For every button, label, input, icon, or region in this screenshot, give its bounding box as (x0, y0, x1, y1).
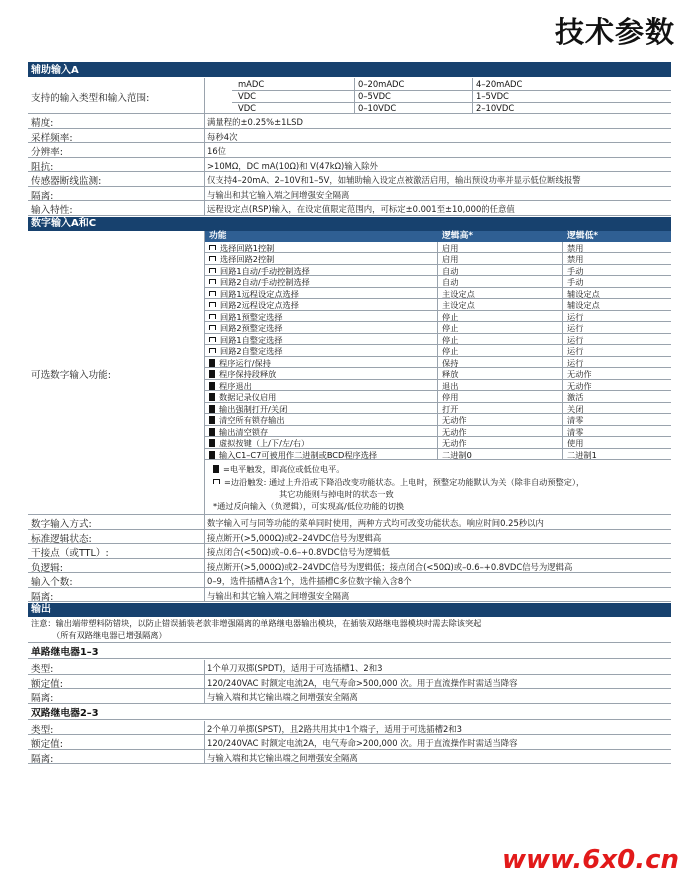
function-label: 输出强制打开/关闭 (219, 403, 288, 414)
digital-function-row (205, 380, 671, 392)
edge-trigger-marker (209, 256, 216, 261)
function-label: 回路1预整定选择 (220, 311, 283, 322)
row-value: 与输出和其它输入端之间增强安全隔离 (207, 590, 350, 601)
column-divider (562, 357, 563, 369)
section-header-output: 输出 (28, 603, 671, 617)
column-divider (562, 311, 563, 323)
column-divider (204, 158, 205, 173)
digital-function-row (205, 242, 671, 254)
dual-relay-title: 双路继电器2–3 (28, 705, 671, 720)
logic-high-value: 主设定点 (442, 300, 475, 310)
logic-high-value: 停止 (442, 334, 459, 345)
column-divider (562, 391, 563, 403)
function-name (209, 381, 252, 392)
row-value: 120/240VAC 时额定电流2A，电气寿命>500,000 次。用于直流操作时需适当降容 (207, 677, 518, 688)
logic-high-value: 保持 (442, 357, 459, 368)
logic-low-value: 清零 (567, 415, 584, 425)
row-value: 数字输入可与同等功能的菜单同时使用，两种方式均可改变功能状态。响应时间0.25秒以内 (207, 518, 544, 528)
grid-line (232, 90, 671, 91)
edge-trigger-marker (209, 348, 216, 353)
row-label: 输入特性: (31, 205, 73, 216)
logic-high-value: 无动作 (442, 426, 467, 437)
function-label: 程序保持段释放 (219, 369, 277, 379)
function-label: 输出清空锁存 (219, 426, 269, 437)
aux-input-row (28, 114, 671, 129)
row-value: 16位 (207, 146, 227, 156)
edge-trigger-marker (209, 302, 216, 307)
function-name (209, 450, 377, 461)
watermark: www.6x0.cn (501, 845, 679, 875)
logic-high-value: 启用 (442, 242, 459, 253)
single-relay-row (28, 675, 671, 690)
column-divider (204, 675, 205, 690)
function-name (209, 312, 283, 323)
column-divider (437, 311, 438, 323)
digital-function-row (205, 345, 671, 357)
row-label: 额定值: (31, 678, 64, 690)
row-label: 传感器断线监测: (31, 176, 102, 187)
column-divider (437, 276, 438, 288)
edge-trigger-marker (209, 268, 216, 273)
logic-low-value: 运行 (567, 357, 584, 368)
row-label: 分辨率: (31, 147, 64, 158)
function-label: 回路1自整定选择 (220, 334, 283, 345)
function-name (209, 289, 299, 300)
level-trigger-marker (209, 451, 215, 459)
column-divider (472, 78, 473, 114)
column-divider (437, 299, 438, 311)
digital-function-row (205, 334, 671, 346)
digital-function-row (205, 426, 671, 438)
edge-trigger-marker (209, 279, 216, 284)
edge-trigger-marker (209, 325, 216, 330)
grid-line (232, 102, 671, 103)
column-divider (562, 265, 563, 277)
function-label: 回路2远程设定点选择 (220, 300, 299, 310)
level-trigger-marker (209, 359, 215, 367)
column-divider (437, 253, 438, 265)
legend-level-trigger (213, 464, 345, 475)
logic-high-value: 停止 (442, 346, 459, 356)
column-divider (562, 299, 563, 311)
logic-high-value: 二进制0 (442, 449, 472, 460)
logic-low-value: 辅设定点 (567, 300, 600, 310)
column-divider (437, 414, 438, 426)
digital-function-row (205, 276, 671, 288)
column-divider (562, 380, 563, 392)
input-range-cell: VDC (238, 103, 257, 113)
edge-trigger-marker (209, 245, 216, 250)
function-name (209, 243, 274, 254)
logic-high-value: 启用 (442, 254, 459, 264)
logic-low-value: 手动 (567, 265, 584, 276)
aux-input-row (28, 143, 671, 158)
column-divider (437, 368, 438, 380)
column-divider (204, 544, 205, 559)
page-title: 技术参数 (554, 15, 675, 49)
function-name (209, 277, 310, 288)
row-label: 负逻辑: (31, 562, 64, 574)
function-label: 回路2自整定选择 (220, 346, 283, 356)
row-value: 120/240VAC 时额定电流2A，电气寿命>200,000 次。用于直流操作时需适当降容 (207, 738, 518, 748)
row-value: 接点断开(>5,000Ω)或2–24VDC信号为逻辑高 (207, 532, 382, 543)
column-divider (562, 322, 563, 334)
logic-high-value: 打开 (442, 403, 459, 414)
input-range-cell: 0–5VDC (358, 91, 391, 101)
level-trigger-marker (209, 393, 215, 401)
column-divider (204, 530, 205, 545)
row-label: 可选数字输入功能: (31, 369, 111, 381)
digital-function-row (205, 253, 671, 265)
function-name (209, 427, 268, 438)
column-divider (204, 515, 205, 530)
input-range-cell: 1–5VDC (476, 91, 509, 101)
row-value: 接点断开(>5,000Ω)或2–24VDC信号为逻辑低；接点闭合(<50Ω)或–0.6–+0.8VDC信号为逻辑高 (207, 561, 573, 572)
function-name (209, 254, 274, 265)
column-divider (204, 721, 205, 736)
row-label: 干接点（或TTL）: (31, 548, 109, 559)
row-label: 支持的输入类型和输入范围: (31, 93, 150, 104)
column-divider (437, 322, 438, 334)
logic-high-value: 自动 (442, 277, 459, 287)
function-label: 程序退出 (219, 380, 252, 391)
column-divider (204, 735, 205, 750)
column-divider (204, 573, 205, 588)
level-trigger-marker (209, 405, 215, 413)
logic-high-value: 自动 (442, 265, 459, 276)
column-divider (437, 357, 438, 369)
logic-high-value: 释放 (442, 369, 459, 379)
column-divider (437, 403, 438, 415)
row-value: 与输出和其它输入端之间增强安全隔离 (207, 189, 350, 200)
column-divider (204, 78, 205, 114)
note-line: （所有双路继电器已增强隔离） (52, 630, 167, 640)
logic-high-value: 无动作 (442, 415, 467, 425)
function-label: 回路1远程设定点选择 (220, 288, 299, 299)
digital-function-row (205, 414, 671, 426)
function-name (209, 392, 276, 403)
edge-trigger-marker (209, 337, 216, 342)
logic-high-value: 停止 (442, 311, 459, 322)
row-label: 标准逻辑状态: (31, 533, 92, 545)
column-divider (562, 253, 563, 265)
column-divider (204, 750, 205, 765)
digital-function-row (205, 311, 671, 323)
aux-input-row (28, 172, 671, 187)
column-divider (562, 449, 563, 461)
column-divider (562, 345, 563, 357)
row-label: 输入个数: (31, 577, 73, 588)
logic-low-value: 运行 (567, 323, 584, 333)
legend-text: =边沿触发: 通过上升沿或下降沿改变功能状态。上电时，预整定功能默认为关（除非自动预整定）， (224, 477, 585, 487)
column-divider (204, 114, 205, 129)
row-label: 阻抗: (31, 161, 54, 173)
logic-low-value: 无动作 (567, 369, 592, 379)
row-label: 精度: (31, 118, 54, 129)
column-divider (204, 660, 205, 675)
function-label: 回路2自动/手动控制选择 (220, 277, 310, 287)
row-value: 每秒4次 (207, 131, 238, 142)
function-name (209, 404, 287, 415)
level-trigger-marker (209, 370, 215, 378)
legend-negative-logic: *通过反向输入（负逻辑），可实现高/低位功能的切换 (213, 501, 405, 511)
function-label: 清空所有锁存输出 (219, 415, 285, 425)
aux-input-row (28, 158, 671, 173)
column-divider (437, 380, 438, 392)
row-value: >10MΩ，DC mA(10Ω)和 V(47kΩ)输入除外 (207, 160, 378, 171)
section-header-digital-input: 数字输入A和C (28, 217, 671, 231)
column-divider (562, 437, 563, 449)
function-name (209, 323, 283, 334)
logic-low-value: 清零 (567, 426, 584, 437)
input-range-cell: 4–20mADC (476, 79, 523, 89)
input-range-cell: 0–10VDC (358, 103, 397, 113)
function-name (209, 346, 283, 357)
function-label: 输入C1–C7可被用作二进制或BCD程序选择 (219, 449, 378, 460)
row-value: 满量程的±0.25%±1LSD (207, 117, 303, 127)
logic-high-value: 停止 (442, 323, 459, 333)
legend-edge-trigger (213, 477, 584, 488)
function-name (209, 369, 276, 380)
column-divider (354, 78, 355, 114)
column-divider (562, 288, 563, 300)
logic-high-value: 停用 (442, 392, 459, 402)
column-divider (562, 276, 563, 288)
dual-relay-row (28, 750, 671, 765)
output-note (28, 617, 671, 643)
column-header-logic-low: 逻辑低* (567, 230, 598, 241)
edge-trigger-marker (209, 314, 216, 319)
row-value: 接点闭合(<50Ω)或–0.6–+0.8VDC信号为逻辑低 (207, 547, 390, 557)
aux-input-row (28, 187, 671, 202)
digital-function-row (205, 368, 671, 380)
logic-low-value: 运行 (567, 346, 584, 356)
column-divider (204, 559, 205, 574)
column-header-logic-high: 逻辑高* (442, 230, 473, 241)
input-range-cell: mADC (238, 79, 265, 89)
digital-input-row (28, 530, 671, 545)
column-divider (437, 242, 438, 254)
column-divider (437, 265, 438, 277)
digital-function-row (205, 322, 671, 334)
digital-function-row (205, 288, 671, 300)
logic-high-value: 主设定点 (442, 288, 475, 299)
note-line: 注意：输出端带塑料防错块，以防止错误插装老款非增强隔离的单路继电器输出模块，在插装双路继电器模块时需去除该突起 (31, 618, 482, 628)
column-divider (204, 172, 205, 187)
function-label: 数据记录仪启用 (219, 392, 277, 402)
logic-high-value: 退出 (442, 380, 459, 391)
logic-low-value: 手动 (567, 277, 584, 287)
row-value: 2个单刀单掷(SPST)，且2路共用其中1个端子，适用于可选插槽2和3 (207, 723, 462, 734)
aux-input-row (28, 201, 671, 216)
input-range-cell: VDC (238, 91, 257, 101)
row-value: 0–9，选件插槽A含1个，选件插槽C多位数字输入含8个 (207, 576, 412, 586)
function-label: 程序运行/保持 (219, 357, 271, 368)
digital-function-row (205, 437, 671, 449)
function-label: 选择回路2控制 (220, 254, 275, 264)
digital-function-row (205, 299, 671, 311)
function-label: 选择回路1控制 (220, 242, 275, 253)
logic-low-value: 禁用 (567, 242, 584, 253)
logic-low-value: 激活 (567, 392, 584, 402)
row-label: 采样频率: (31, 132, 73, 144)
level-trigger-marker (209, 382, 215, 390)
function-name (209, 335, 283, 346)
column-divider (204, 588, 205, 603)
dual-relay-row (28, 721, 671, 736)
level-trigger-marker (209, 416, 215, 424)
column-divider (437, 345, 438, 357)
legend-edge-trigger-cont: 其它功能则与掉电时的状态一致 (279, 489, 394, 499)
logic-low-value: 辅设定点 (567, 288, 600, 299)
logic-low-value: 运行 (567, 334, 584, 345)
column-divider (437, 391, 438, 403)
digital-functions-header (205, 231, 671, 242)
row-label: 隔离: (31, 693, 54, 704)
level-trigger-marker (209, 439, 215, 447)
column-divider (562, 242, 563, 254)
dual-relay-row (28, 735, 671, 750)
function-label: 虚拟按键（上/下/左/右） (219, 438, 310, 448)
column-divider (562, 403, 563, 415)
function-label: 回路1自动/手动控制选择 (220, 265, 310, 276)
column-divider (437, 449, 438, 461)
row-value: 与输入端和其它输出端之间增强安全隔离 (207, 752, 358, 763)
aux-input-row (28, 129, 671, 144)
row-value: 1个单刀双掷(SPDT)，适用于可选插槽1、2和3 (207, 663, 383, 673)
digital-function-row (205, 265, 671, 277)
column-divider (562, 334, 563, 346)
legend-text: =电平触发，即高位或低位电平。 (223, 464, 345, 474)
column-divider (562, 414, 563, 426)
column-divider (437, 437, 438, 449)
column-divider (437, 288, 438, 300)
function-name (209, 438, 309, 449)
digital-input-row (28, 588, 671, 603)
digital-input-row (28, 559, 671, 574)
column-divider (204, 201, 205, 216)
row-label: 额定值: (31, 739, 64, 750)
row-label: 隔离: (31, 591, 54, 603)
function-name (209, 358, 271, 369)
column-header-function: 功能 (209, 230, 227, 241)
column-divider (204, 129, 205, 144)
edge-trigger-marker (213, 479, 220, 484)
logic-high-value: 无动作 (442, 438, 467, 448)
row-label: 类型: (31, 724, 54, 736)
row-label: 类型: (31, 664, 54, 675)
function-name (209, 415, 285, 426)
function-name (209, 266, 310, 277)
row-label: 隔离: (31, 190, 54, 202)
logic-low-value: 运行 (567, 311, 584, 322)
logic-low-value: 二进制1 (567, 449, 597, 460)
digital-input-row (28, 515, 671, 530)
row-value: 与输入端和其它输出端之间增强安全隔离 (207, 692, 358, 702)
section-header-aux-input: 辅助输入A (28, 62, 671, 77)
digital-function-row (205, 391, 671, 403)
row-label: 数字输入方式: (31, 519, 92, 530)
column-divider (562, 368, 563, 380)
column-divider (204, 689, 205, 704)
digital-function-row (205, 403, 671, 415)
logic-low-value: 关闭 (567, 403, 584, 414)
digital-function-row (205, 357, 671, 369)
column-divider (204, 187, 205, 202)
level-trigger-marker (213, 465, 219, 473)
logic-low-value: 禁用 (567, 254, 584, 264)
input-range-cell: 2–10VDC (476, 103, 515, 113)
row-value: 仅支持4–20mA、2–10V和1–5V，如辅助输入设定点被激活启用，输出预设功率并显示低位断线报警 (207, 175, 581, 185)
function-name (209, 300, 299, 311)
column-divider (437, 334, 438, 346)
single-relay-row (28, 689, 671, 704)
function-label: 回路2预整定选择 (220, 323, 283, 333)
column-divider (437, 426, 438, 438)
row-label: 隔离: (31, 753, 54, 765)
single-relay-row (28, 660, 671, 675)
column-divider (562, 426, 563, 438)
logic-low-value: 无动作 (567, 380, 592, 391)
single-relay-title: 单路继电器1–3 (28, 644, 671, 659)
row-value: 远程设定点(RSP)输入，在设定值限定范围内，可标定±0.001至±10,000的任意值 (207, 204, 515, 214)
edge-trigger-marker (209, 291, 216, 296)
level-trigger-marker (209, 428, 215, 436)
input-range-cell: 0–20mADC (358, 79, 405, 89)
aux-input-types-row (28, 78, 671, 114)
digital-function-row (205, 449, 671, 461)
digital-input-row (28, 544, 671, 559)
digital-input-row (28, 573, 671, 588)
logic-low-value: 使用 (567, 438, 584, 448)
column-divider (204, 143, 205, 158)
